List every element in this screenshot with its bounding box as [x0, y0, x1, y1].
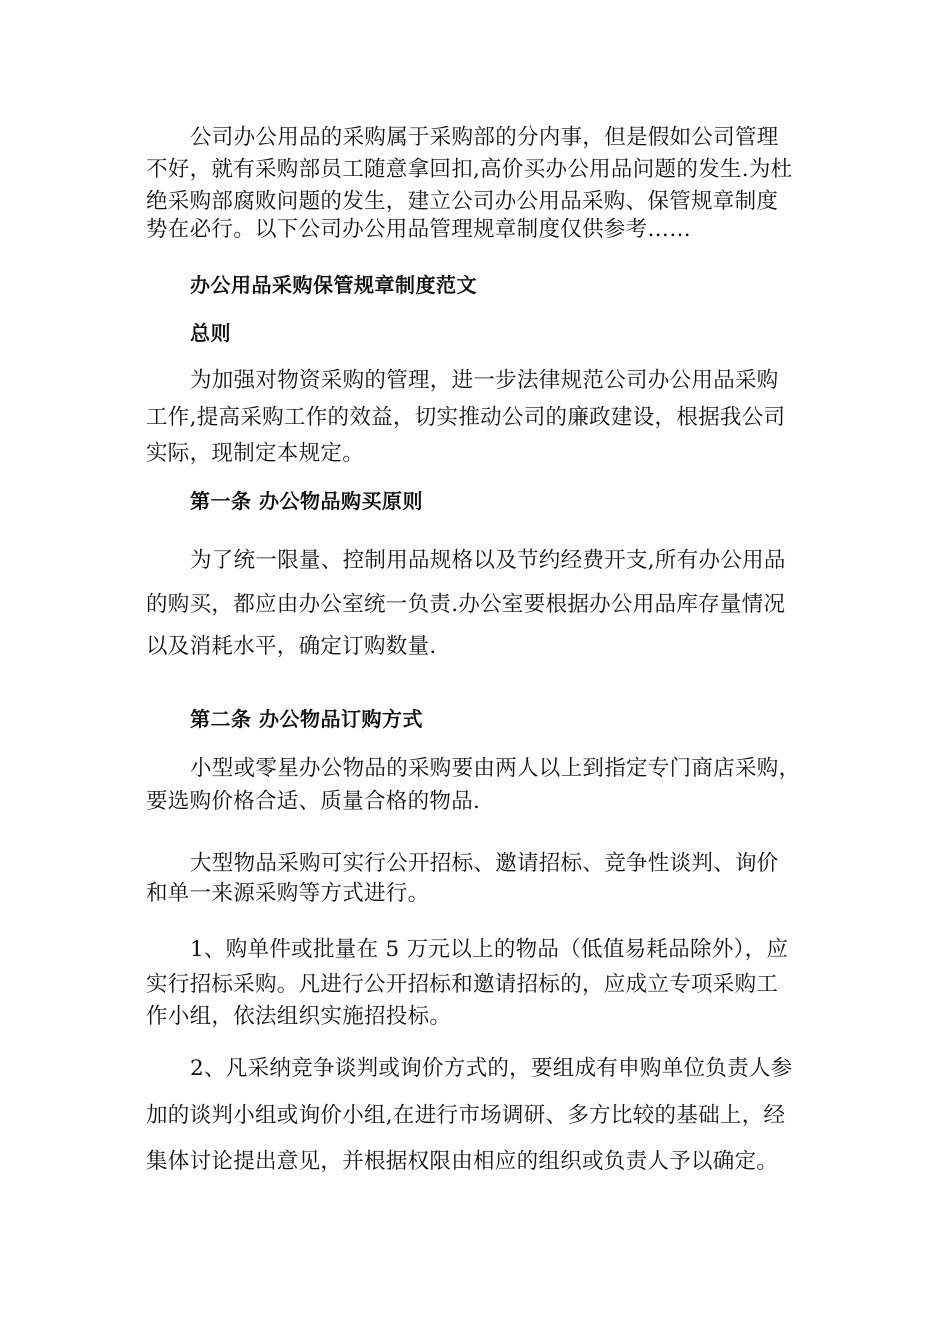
intro-paragraph: [146, 123, 806, 243]
article1-line: 的购买，都应由办公室统一负责.办公室要根据办公用品库存量情况: [146, 592, 786, 617]
intro-line: 不好，就有采购部员工随意拿回扣,高价买办公用品问题的发生.为杜: [146, 157, 793, 182]
item1-line: 实行招标采购。凡进行公开招标和邀请招标的，应成立专项采购工: [146, 972, 779, 997]
article2-heading-block: [146, 704, 806, 734]
article2-line: 大型物品采购可实行公开招标、邀请招标、竞争性谈判、询价: [190, 851, 779, 876]
intro-line: 绝采购部腐败问题的发生，建立公司办公用品采购、保管规章制度: [146, 189, 779, 214]
article2-item-1: [146, 931, 806, 1032]
item2-line: 2、凡采纳竞争谈判或询价方式的，要组成有申购单位负责人参: [190, 1056, 793, 1081]
article1-line: 为了统一限量、控制用品规格以及节约经费开支,所有办公用品: [190, 548, 786, 573]
article2-line: 小型或零星办公物品的采购要由两人以上到指定专门商店采购，: [190, 756, 801, 781]
article2-line: 和单一来源采购等方式进行。: [146, 881, 430, 906]
item2-line: 集体讨论提出意见，并根据权限由相应的组织或负责人予以确定。: [146, 1149, 779, 1174]
document-title: 办公用品采购保管规章制度范文: [190, 273, 477, 297]
section-heading-general: 总则: [190, 321, 231, 345]
article2-item-2: [146, 1050, 806, 1179]
item1-line: 1、购单件或批量在 5 万元以上的物品（低值易耗品除外），应: [190, 937, 789, 962]
article1-line: 以及消耗水平，确定订购数量.: [146, 634, 437, 659]
general-line: 为加强对物资采购的管理，进一步法律规范公司办公用品采购: [190, 368, 779, 393]
document-title-block: [146, 270, 806, 300]
item1-line: 作小组，依法组织实施招投标。: [146, 1004, 452, 1029]
general-heading-block: [146, 318, 806, 348]
section-heading-article2: 第二条 办公物品订购方式: [190, 707, 423, 731]
general-line: 实际，现制定本规定。: [146, 441, 365, 466]
item2-line: 加的谈判小组或询价小组,在进行市场调研、多方比较的基础上，经: [146, 1103, 786, 1128]
article2-paragraph-large: [146, 849, 806, 909]
section-heading-article1: 第一条 办公物品购买原则: [190, 489, 423, 513]
article1-paragraph: [146, 542, 806, 664]
general-paragraph: [146, 363, 806, 471]
intro-line: 公司办公用品的采购属于采购部的分内事，但是假如公司管理: [190, 125, 779, 150]
article2-paragraph-small: [146, 751, 806, 817]
article2-line: 要选购价格合适、质量合格的物品.: [146, 789, 481, 814]
intro-line: 势在必行。以下公司办公用品管理规章制度仅供参考……: [146, 217, 692, 242]
article1-heading-block: [146, 486, 806, 516]
general-line: 工作,提高采购工作的效益，切实推动公司的廉政建设，根据我公司: [146, 405, 786, 430]
